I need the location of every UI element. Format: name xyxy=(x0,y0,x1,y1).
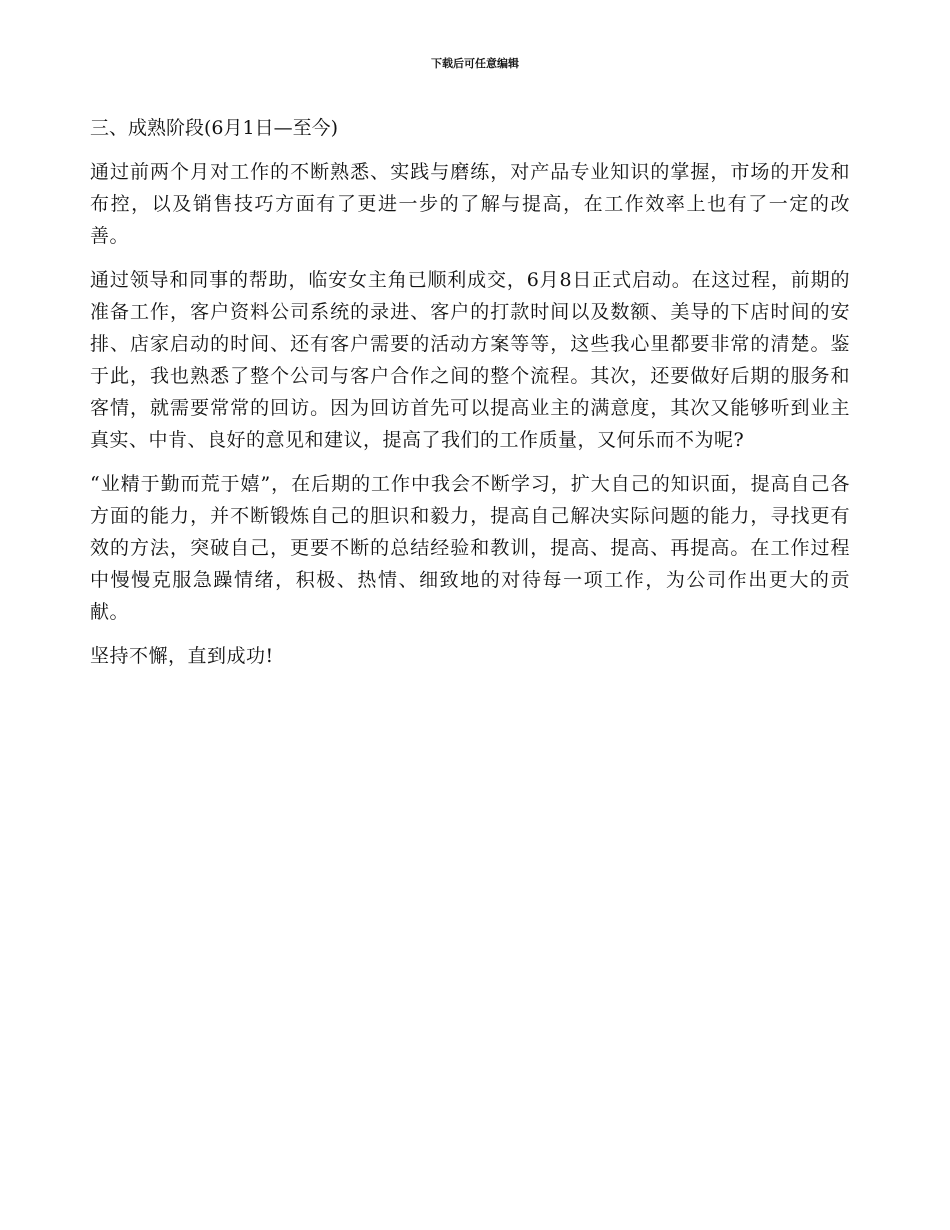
paragraph-4: 坚持不懈，直到成功! xyxy=(90,645,274,667)
paragraph-1: 通过前两个月对工作的不断熟悉、实践与磨练，对产品专业知识的掌握，市场的开发和布控，以及销售技巧方面有了更进一步的了解与提高，在工作效率上也有了一定的改善。 xyxy=(90,161,850,247)
paragraph-3: “业精于勤而荒于嬉”，在后期的工作中我会不断学习，扩大自己的知识面，提高自己各方面的能力，并不断锻炼自己的胆识和毅力，提高自己解决实际问题的能力，寻找更有效的方法，突破自己，更要不断的总结经验和教训，提高、提高、再提高。在工作过程中慢慢克服急躁情绪，积极、热情、细致地的对待每一项工作，为公司作出更大的贡献。 xyxy=(90,473,850,623)
page-header-note: 下载后可任意编辑 xyxy=(431,57,519,70)
paragraph-2: 通过领导和同事的帮助，临安女主角已顺利成交，6月8日正式启动。在这过程，前期的准备工作，客户资料公司系统的录进、客户的打款时间以及数额、美导的下店时间的安排、店家启动的时间、还有客户需要的活动方案等等，这些我心里都要非常的清楚。鉴于此，我也熟悉了整个公司与客户合作之间的整个流程。其次，还要做好后期的服务和客情，就需要常常的回访。因为回访首先可以提高业主的满意度，其次又能够听到业主真实、中肯、良好的意见和建议，提高了我们的工作质量，又何乐而不为呢? xyxy=(90,269,850,451)
document-body xyxy=(90,112,850,684)
section-title: 三、成熟阶段(6月1日—至今) xyxy=(90,117,339,139)
